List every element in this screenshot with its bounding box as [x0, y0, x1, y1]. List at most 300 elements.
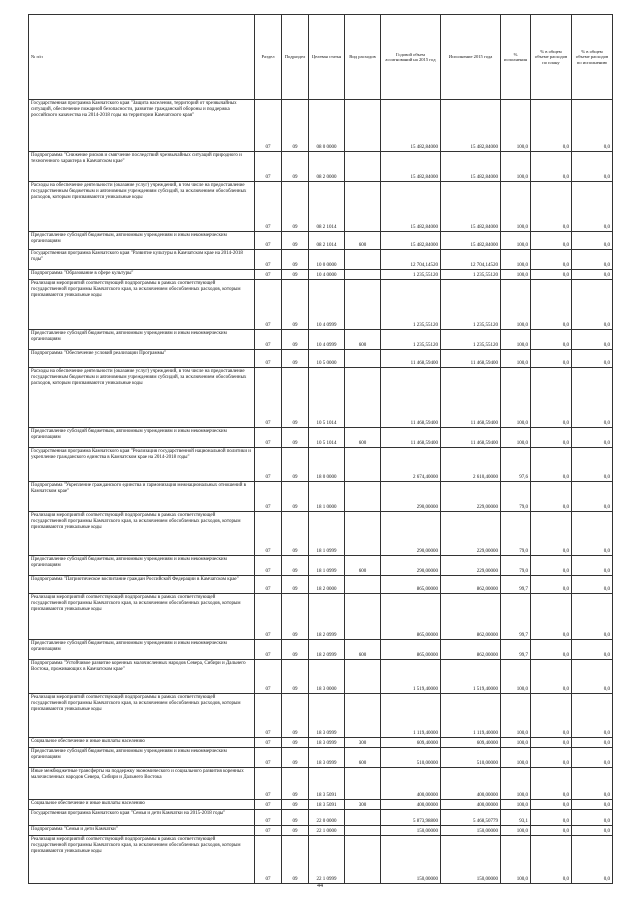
row-name: Предоставление субсидий бюджетным, автономным учреждениям и иным некоммерческим организациям — [29, 330, 255, 350]
row-share-fact: 0,0 — [572, 556, 613, 576]
row-vr: 600 — [345, 640, 381, 660]
row-plan: 150,00000 — [381, 826, 441, 836]
row-podrazdel: 09 — [282, 576, 309, 594]
row-share-fact: 0,0 — [572, 826, 613, 836]
row-podrazdel: 09 — [282, 594, 309, 640]
row-fact: 229,00000 — [441, 512, 501, 556]
row-razdel: 07 — [255, 100, 282, 152]
row-fact: 11 468,59400 — [441, 350, 501, 368]
row-podrazdel: 09 — [282, 640, 309, 660]
row-podrazdel: 09 — [282, 368, 309, 428]
row-razdel: 07 — [255, 594, 282, 640]
row-razdel: 07 — [255, 368, 282, 428]
table-row — [29, 250, 613, 270]
row-plan: 510,00000 — [381, 748, 441, 768]
row-csr: 08 2 0000 — [309, 152, 345, 182]
row-plan: 865,00000 — [381, 640, 441, 660]
row-share-plan: 0,0 — [531, 100, 572, 152]
row-csr: 18 1 0000 — [309, 482, 345, 512]
row-share-plan: 0,0 — [531, 556, 572, 576]
row-share-plan: 0,0 — [531, 280, 572, 330]
row-share-plan: 0,0 — [531, 694, 572, 738]
row-name: Государственная программа Камчатского края "Защита населения, территорий от чрезвычайных ситуаций, обеспечение пожарной безопасности, развитие гражданской обороны и поддержка российского казачества на 2014-2018 годы на территории Камчатского края" — [29, 100, 255, 152]
row-csr: 22 1 0000 — [309, 826, 345, 836]
row-podrazdel: 09 — [282, 556, 309, 576]
row-share-fact: 0,0 — [572, 768, 613, 800]
row-razdel: 07 — [255, 250, 282, 270]
row-plan: 12 704,14520 — [381, 250, 441, 270]
row-share-fact: 0,0 — [572, 330, 613, 350]
row-fact: 1 119,40000 — [441, 694, 501, 738]
table-row — [29, 748, 613, 768]
row-podrazdel: 09 — [282, 810, 309, 826]
row-vr — [345, 826, 381, 836]
row-razdel: 07 — [255, 232, 282, 250]
header-podrazdel: Подраздел — [282, 15, 309, 100]
row-podrazdel: 09 — [282, 660, 309, 694]
row-name: Предоставление субсидий бюджетным, автономным учреждениям и иным некоммерческим организациям — [29, 232, 255, 250]
row-share-fact: 0,0 — [572, 152, 613, 182]
row-share-plan: 0,0 — [531, 482, 572, 512]
row-plan: 2 674,40000 — [381, 448, 441, 482]
row-podrazdel: 09 — [282, 250, 309, 270]
row-razdel: 07 — [255, 810, 282, 826]
row-podrazdel: 09 — [282, 428, 309, 448]
row-podrazdel: 09 — [282, 694, 309, 738]
row-csr: 10 5 0000 — [309, 350, 345, 368]
row-plan: 11 468,59400 — [381, 350, 441, 368]
table-row — [29, 556, 613, 576]
row-fact: 15 482,84000 — [441, 232, 501, 250]
row-share-plan: 0,0 — [531, 738, 572, 748]
row-vr: 600 — [345, 330, 381, 350]
row-plan: 150,00000 — [381, 836, 441, 884]
row-share-plan: 0,0 — [531, 270, 572, 280]
table-row — [29, 640, 613, 660]
row-pct: 100,0 — [501, 232, 531, 250]
row-plan: 5 873,98800 — [381, 810, 441, 826]
row-share-fact: 0,0 — [572, 232, 613, 250]
row-razdel: 07 — [255, 556, 282, 576]
row-vr — [345, 270, 381, 280]
row-name: Государственная программа Камчатского края "Семья и дети Камчатки на 2015-2018 годы" — [29, 810, 255, 826]
row-csr: 18 3 0999 — [309, 738, 345, 748]
row-plan: 290,00000 — [381, 556, 441, 576]
row-razdel: 07 — [255, 152, 282, 182]
row-name: Реализация мероприятий соответствующей подпрограммы в рамках соответствующей государственной программы Камчатского края, за исключением обособленных расходов, которым присваиваются уникальные коды — [29, 512, 255, 556]
row-share-fact: 0,0 — [572, 836, 613, 884]
row-share-fact: 0,0 — [572, 512, 613, 556]
table-row — [29, 100, 613, 152]
row-podrazdel: 09 — [282, 330, 309, 350]
row-share-fact: 0,0 — [572, 748, 613, 768]
row-share-plan: 0,0 — [531, 448, 572, 482]
header-fact: Исполнение 2015 года — [441, 15, 501, 100]
row-razdel: 07 — [255, 576, 282, 594]
row-vr — [345, 768, 381, 800]
table-row — [29, 694, 613, 738]
row-share-plan: 0,0 — [531, 768, 572, 800]
row-pct: 100,0 — [501, 270, 531, 280]
row-pct: 100,0 — [501, 836, 531, 884]
row-plan: 290,00000 — [381, 512, 441, 556]
table-row — [29, 152, 613, 182]
row-vr — [345, 152, 381, 182]
table-row — [29, 594, 613, 640]
row-razdel: 07 — [255, 280, 282, 330]
row-podrazdel: 09 — [282, 800, 309, 810]
row-razdel: 07 — [255, 448, 282, 482]
row-fact: 229,00000 — [441, 482, 501, 512]
row-fact: 510,00000 — [441, 748, 501, 768]
row-razdel: 07 — [255, 270, 282, 280]
row-podrazdel: 09 — [282, 738, 309, 748]
row-name: Реализация мероприятий соответствующей подпрограммы в рамках соответствующей государственной программы Камчатского края, за исключением обособленных расходов, которым присваиваются уникальные коды — [29, 836, 255, 884]
row-plan: 1 119,40000 — [381, 694, 441, 738]
row-fact: 609,40000 — [441, 738, 501, 748]
budget-table — [28, 14, 613, 884]
row-vr — [345, 482, 381, 512]
row-podrazdel: 09 — [282, 280, 309, 330]
row-share-fact: 0,0 — [572, 482, 613, 512]
row-plan: 1 235,55120 — [381, 330, 441, 350]
row-fact: 862,00000 — [441, 594, 501, 640]
row-podrazdel: 09 — [282, 512, 309, 556]
row-pct: 100,0 — [501, 660, 531, 694]
row-csr: 18 2 0999 — [309, 640, 345, 660]
row-share-fact: 0,0 — [572, 280, 613, 330]
row-name: Государственная программа Камчатского края "Развитие культуры в Камчатском крае на 2014-2018 годы" — [29, 250, 255, 270]
row-plan: 1 235,55120 — [381, 270, 441, 280]
row-share-fact: 0,0 — [572, 428, 613, 448]
table-row — [29, 810, 613, 826]
row-fact: 12 704,14520 — [441, 250, 501, 270]
row-plan: 400,00000 — [381, 768, 441, 800]
row-plan: 1 235,55120 — [381, 280, 441, 330]
row-name: Предоставление субсидий бюджетным, автономным учреждениям и иным некоммерческим организациям — [29, 748, 255, 768]
table-row — [29, 660, 613, 694]
row-razdel: 07 — [255, 836, 282, 884]
row-fact: 150,00000 — [441, 826, 501, 836]
header-razdel: Раздел — [255, 15, 282, 100]
row-csr: 10 5 1014 — [309, 368, 345, 428]
row-vr — [345, 250, 381, 270]
row-share-plan: 0,0 — [531, 350, 572, 368]
row-vr — [345, 280, 381, 330]
row-vr — [345, 576, 381, 594]
row-name: Подпрограмма "Укрепление гражданского единства и гармонизация межнациональных отношений в Камчатском крае" — [29, 482, 255, 512]
row-fact: 150,00000 — [441, 836, 501, 884]
row-share-plan: 0,0 — [531, 428, 572, 448]
row-plan: 1 519,40000 — [381, 660, 441, 694]
row-name: Социальное обеспечение и иные выплаты населению — [29, 738, 255, 748]
row-pct: 100,0 — [501, 748, 531, 768]
row-csr: 10 5 1014 — [309, 428, 345, 448]
row-vr — [345, 100, 381, 152]
row-fact: 400,00000 — [441, 768, 501, 800]
row-pct: 100,0 — [501, 694, 531, 738]
row-csr: 18 3 0999 — [309, 694, 345, 738]
row-razdel: 07 — [255, 482, 282, 512]
row-csr: 10 4 0999 — [309, 330, 345, 350]
table-row — [29, 768, 613, 800]
row-pct: 100,0 — [501, 330, 531, 350]
row-name: Подпрограмма "Устойчивое развитие коренных малочисленных народов Севера, Сибири и Дальнего Востока, проживающих в Камчатском крае" — [29, 660, 255, 694]
row-share-fact: 0,0 — [572, 448, 613, 482]
row-name: Государственная программа Камчатского края "Реализация государственной национальной политики и укрепление гражданского единства в Камчатском крае на 2014-2018 годы" — [29, 448, 255, 482]
row-fact: 229,00000 — [441, 556, 501, 576]
row-fact: 1 235,55120 — [441, 270, 501, 280]
row-name: Реализация мероприятий соответствующей подпрограммы в рамках соответствующей государственной программы Камчатского края, за исключением обособленных расходов, которым присваиваются уникальные коды — [29, 694, 255, 738]
row-plan: 11 468,59400 — [381, 428, 441, 448]
row-share-plan: 0,0 — [531, 232, 572, 250]
row-plan: 865,00000 — [381, 594, 441, 640]
row-share-plan: 0,0 — [531, 640, 572, 660]
row-vr — [345, 594, 381, 640]
header-csr: Целевая статья — [309, 15, 345, 100]
row-share-plan: 0,0 — [531, 330, 572, 350]
row-pct: 99,7 — [501, 576, 531, 594]
row-pct: 99,7 — [501, 640, 531, 660]
row-vr: 600 — [345, 556, 381, 576]
row-share-plan: 0,0 — [531, 748, 572, 768]
table-row — [29, 738, 613, 748]
row-csr: 18 3 0999 — [309, 748, 345, 768]
row-pct: 79,0 — [501, 482, 531, 512]
row-razdel: 07 — [255, 330, 282, 350]
header-pct: % исполнения — [501, 15, 531, 100]
row-name: Подпрограмма "Снижение рисков и смягчение последствий чрезвычайных ситуаций природного и техногенного характера в Камчатском крае" — [29, 152, 255, 182]
row-share-plan: 0,0 — [531, 152, 572, 182]
row-share-fact: 0,0 — [572, 270, 613, 280]
row-csr: 18 3 5091 — [309, 800, 345, 810]
row-share-plan: 0,0 — [531, 594, 572, 640]
table-row — [29, 800, 613, 810]
row-name: Предоставление субсидий бюджетным, автономным учреждениям и иным некоммерческим организациям — [29, 556, 255, 576]
row-name: Расходы на обеспечение деятельности (оказание услуг) учреждений, в том числе на предоставление государственным бюджетным и автономным учреждениям субсидий, за исключением обособленных расходов, которым присваиваются уникальные коды — [29, 182, 255, 232]
header-vr: Вид расходов — [345, 15, 381, 100]
table-row — [29, 182, 613, 232]
row-plan: 290,00000 — [381, 482, 441, 512]
row-podrazdel: 09 — [282, 836, 309, 884]
table-row — [29, 512, 613, 556]
table-header-row — [29, 15, 613, 100]
row-name: Подпрограмма "Обеспечение условий реализации Программы" — [29, 350, 255, 368]
row-podrazdel: 09 — [282, 748, 309, 768]
row-pct: 100,0 — [501, 152, 531, 182]
row-name: Подпрограмма "Патриотическое воспитание граждан Российской Федерации в Камчатском крае" — [29, 576, 255, 594]
table-row — [29, 576, 613, 594]
row-csr: 08 2 1014 — [309, 232, 345, 250]
row-fact: 1 519,40000 — [441, 660, 501, 694]
row-share-plan: 0,0 — [531, 512, 572, 556]
row-plan: 15 482,84000 — [381, 232, 441, 250]
table-row — [29, 448, 613, 482]
row-pct: 79,0 — [501, 556, 531, 576]
row-name: Реализация мероприятий соответствующей подпрограммы в рамках соответствующей государственной программы Камчатского края, за исключением обособленных расходов, которым присваиваются уникальные коды — [29, 594, 255, 640]
row-vr — [345, 694, 381, 738]
row-razdel: 07 — [255, 350, 282, 368]
table-row — [29, 270, 613, 280]
row-pct: 100,0 — [501, 768, 531, 800]
header-share-plan: % в общем объеме расходов по плану — [531, 15, 572, 100]
row-vr — [345, 836, 381, 884]
row-fact: 400,00000 — [441, 800, 501, 810]
row-vr — [345, 182, 381, 232]
row-csr: 10 0 0000 — [309, 250, 345, 270]
row-share-plan: 0,0 — [531, 182, 572, 232]
row-fact: 15 482,84000 — [441, 100, 501, 152]
row-podrazdel: 09 — [282, 100, 309, 152]
row-podrazdel: 09 — [282, 270, 309, 280]
table-row — [29, 330, 613, 350]
row-name: Социальное обеспечение и иные выплаты населению — [29, 800, 255, 810]
table-row — [29, 428, 613, 448]
row-vr: 300 — [345, 738, 381, 748]
row-podrazdel: 09 — [282, 826, 309, 836]
row-share-fact: 0,0 — [572, 594, 613, 640]
row-pct: 100,0 — [501, 280, 531, 330]
table-row — [29, 836, 613, 884]
table-row — [29, 482, 613, 512]
row-vr: 300 — [345, 800, 381, 810]
row-share-plan: 0,0 — [531, 576, 572, 594]
row-plan: 15 482,84000 — [381, 182, 441, 232]
row-csr: 08 2 1014 — [309, 182, 345, 232]
row-plan: 11 468,59400 — [381, 368, 441, 428]
row-pct: 100,0 — [501, 826, 531, 836]
row-razdel: 07 — [255, 800, 282, 810]
table-row — [29, 232, 613, 250]
row-share-plan: 0,0 — [531, 836, 572, 884]
row-name: Подпрограмма "Семья и дети Камчатки" — [29, 826, 255, 836]
row-podrazdel: 09 — [282, 482, 309, 512]
row-name: Предоставление субсидий бюджетным, автономным учреждениям и иным некоммерческим организациям — [29, 428, 255, 448]
row-podrazdel: 09 — [282, 350, 309, 368]
header-name: № п/п — [29, 15, 255, 100]
table-row — [29, 368, 613, 428]
row-podrazdel: 09 — [282, 182, 309, 232]
row-fact: 11 468,59400 — [441, 428, 501, 448]
row-fact: 862,00000 — [441, 576, 501, 594]
row-share-plan: 0,0 — [531, 800, 572, 810]
row-pct: 79,0 — [501, 512, 531, 556]
row-vr — [345, 810, 381, 826]
row-name: Расходы на обеспечение деятельности (оказание услуг) учреждений, в том числе на предоставление государственным бюджетным и автономным учреждениям субсидий, за исключением обособленных расходов, которым присваиваются уникальные коды — [29, 368, 255, 428]
row-razdel: 07 — [255, 748, 282, 768]
row-csr: 18 2 0000 — [309, 576, 345, 594]
row-csr: 18 3 0000 — [309, 660, 345, 694]
row-share-fact: 0,0 — [572, 800, 613, 810]
row-fact: 11 468,59400 — [441, 368, 501, 428]
row-razdel: 07 — [255, 512, 282, 556]
row-name: Реализация мероприятий соответствующей подпрограммы в рамках соответствующей государственной программы Камчатского края, за исключением обособленных расходов, которым присваиваются уникальные коды — [29, 280, 255, 330]
row-razdel: 07 — [255, 826, 282, 836]
table-row — [29, 280, 613, 330]
row-csr: 18 1 0999 — [309, 556, 345, 576]
row-vr — [345, 660, 381, 694]
row-csr: 10 4 0000 — [309, 270, 345, 280]
row-podrazdel: 09 — [282, 232, 309, 250]
row-podrazdel: 09 — [282, 152, 309, 182]
row-share-plan: 0,0 — [531, 250, 572, 270]
row-share-fact: 0,0 — [572, 182, 613, 232]
row-share-fact: 0,0 — [572, 738, 613, 748]
table-body — [29, 100, 613, 884]
row-share-plan: 0,0 — [531, 826, 572, 836]
row-share-fact: 0,0 — [572, 368, 613, 428]
row-csr: 18 3 5091 — [309, 768, 345, 800]
row-vr — [345, 448, 381, 482]
row-podrazdel: 09 — [282, 448, 309, 482]
row-fact: 15 482,84000 — [441, 182, 501, 232]
row-plan: 15 482,84000 — [381, 100, 441, 152]
row-vr — [345, 350, 381, 368]
row-pct: 100,0 — [501, 368, 531, 428]
row-pct: 100,0 — [501, 250, 531, 270]
row-share-fact: 0,0 — [572, 350, 613, 368]
header-share-fact: % в общем объеме расходов по исполнению — [572, 15, 613, 100]
row-share-fact: 0,0 — [572, 810, 613, 826]
row-vr: 600 — [345, 428, 381, 448]
row-vr — [345, 368, 381, 428]
page-number: 44 — [317, 883, 323, 889]
row-share-fact: 0,0 — [572, 694, 613, 738]
row-razdel: 07 — [255, 738, 282, 748]
row-pct: 100,0 — [501, 738, 531, 748]
row-fact: 862,00000 — [441, 640, 501, 660]
header-plan: Годовой объем ассигнований на 2015 год — [381, 15, 441, 100]
row-razdel: 07 — [255, 694, 282, 738]
row-pct: 100,0 — [501, 182, 531, 232]
row-pct: 93,1 — [501, 810, 531, 826]
row-share-plan: 0,0 — [531, 810, 572, 826]
row-csr: 22 1 0999 — [309, 836, 345, 884]
table-row — [29, 826, 613, 836]
row-share-fact: 0,0 — [572, 660, 613, 694]
row-razdel: 07 — [255, 182, 282, 232]
row-plan: 400,00000 — [381, 800, 441, 810]
row-plan: 865,00000 — [381, 576, 441, 594]
row-pct: 100,0 — [501, 100, 531, 152]
row-csr: 10 4 0999 — [309, 280, 345, 330]
row-share-fact: 0,0 — [572, 100, 613, 152]
row-share-plan: 0,0 — [531, 660, 572, 694]
row-razdel: 07 — [255, 660, 282, 694]
row-fact: 2 610,40000 — [441, 448, 501, 482]
row-pct: 97,6 — [501, 448, 531, 482]
row-name: Предоставление субсидий бюджетным, автономным учреждениям и иным некоммерческим организациям — [29, 640, 255, 660]
row-pct: 100,0 — [501, 350, 531, 368]
row-plan: 609,40000 — [381, 738, 441, 748]
row-pct: 99,7 — [501, 594, 531, 640]
row-csr: 22 0 0000 — [309, 810, 345, 826]
row-vr — [345, 512, 381, 556]
row-pct: 100,0 — [501, 800, 531, 810]
row-share-fact: 0,0 — [572, 250, 613, 270]
row-pct: 100,0 — [501, 428, 531, 448]
row-csr: 18 2 0999 — [309, 594, 345, 640]
table-row — [29, 350, 613, 368]
row-plan: 15 482,84000 — [381, 152, 441, 182]
row-vr: 600 — [345, 748, 381, 768]
row-name: Подпрограмма "Образование в сфере культуры" — [29, 270, 255, 280]
row-csr: 18 0 0000 — [309, 448, 345, 482]
row-csr: 08 0 0000 — [309, 100, 345, 152]
row-fact: 1 235,55120 — [441, 280, 501, 330]
row-vr: 600 — [345, 232, 381, 250]
row-fact: 15 482,84000 — [441, 152, 501, 182]
